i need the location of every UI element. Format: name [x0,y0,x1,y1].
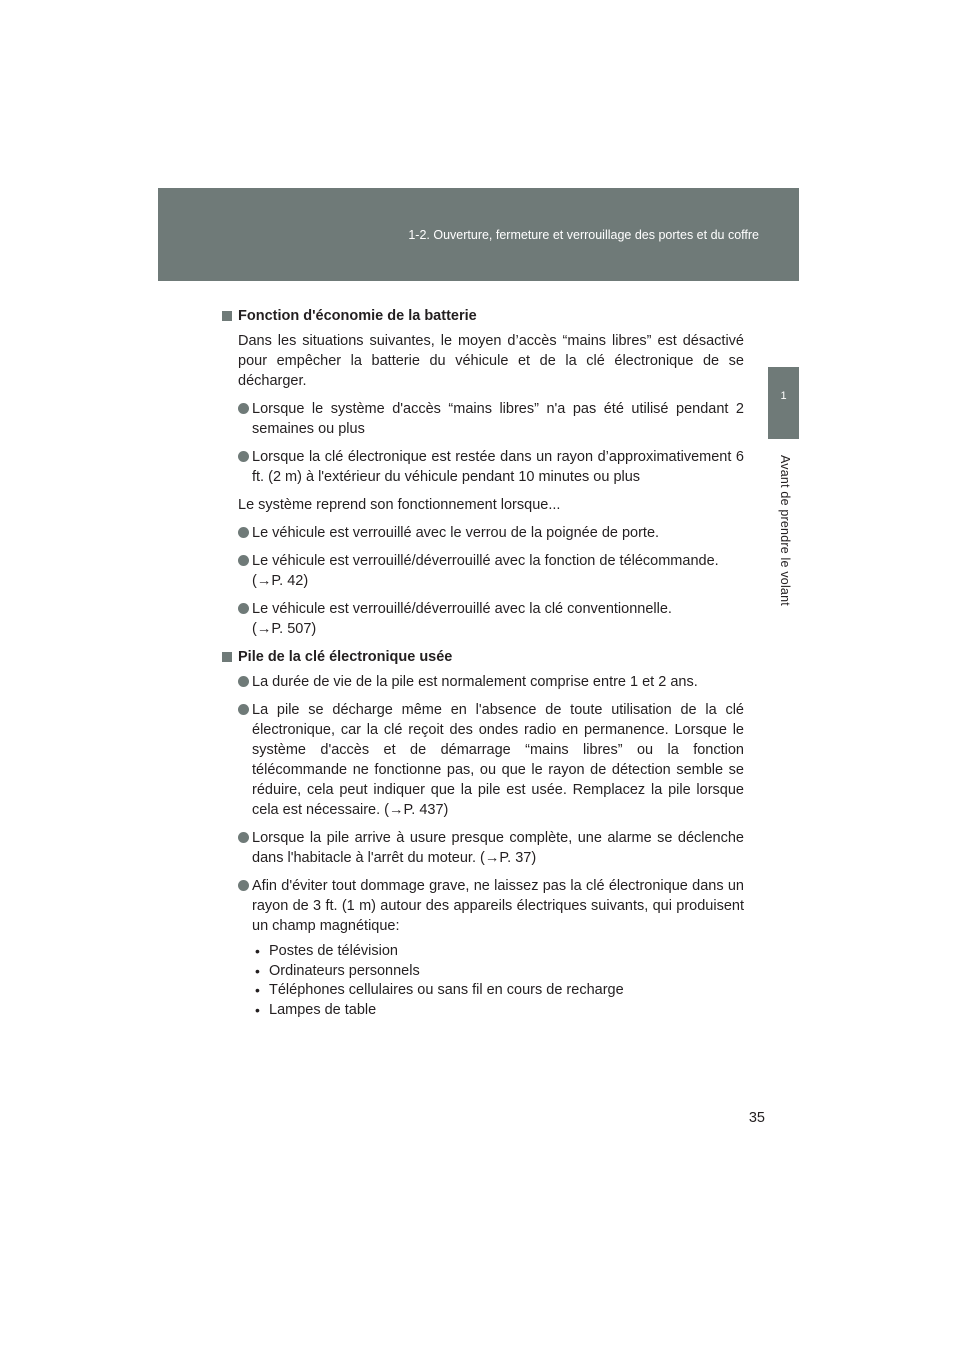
round-bullet-icon [238,603,249,614]
list-item [252,599,744,639]
list-item-text: Le véhicule est verrouillé/déverrouillé avec la clé conventionnelle. [252,601,672,617]
round-bullet-icon [238,676,249,687]
round-bullet-icon [238,832,249,843]
list-item-text: Afin d'éviter tout dommage grave, ne laissez pas la clé électronique dans un rayon de 3 ft. (1 m) autour des appareils électriques suivants, qui produisent un champ magnétique: [252,878,744,934]
round-bullet-icon [238,527,249,538]
chapter-number: 1 [780,390,787,402]
heading-text: Pile de la clé électronique usée [238,649,453,665]
square-bullet-icon [222,652,232,662]
device-text: Ordinateurs personnels [269,962,420,979]
intro-paragraph: Dans les situations suivantes, le moyen d’accès “mains libres” est désactivé pour empêcher la batterie du véhicule et de la clé électronique de se décharger. [238,333,744,389]
chapter-label: Avant de prendre le volant [778,455,792,606]
section-heading-battery-saving [222,306,744,326]
dot-bullet-icon: • [255,943,260,959]
chapter-tab [768,367,799,439]
page-reference: (→P. 507) [252,621,317,637]
device-item [252,1001,744,1021]
page-number: 35 [748,1110,765,1126]
dot-bullet-icon: • [255,982,260,998]
list-item [252,523,744,543]
list-item-text: Lorsque la pile arrive à usure presque complète, une alarme se déclenche dans l'habitacle à l'arrêt du moteur. (→P. 37) [252,830,744,866]
heading-text: Fonction d'économie de la batterie [238,308,477,324]
list-item-text: La durée de vie de la pile est normalement comprise entre 1 et 2 ans. [252,674,698,690]
round-bullet-icon [238,451,249,462]
page-content [222,306,744,1028]
device-list [252,942,744,1020]
list-item [252,672,744,692]
list-item-text: Lorsque le système d'accès “mains libres” n'a pas été utilisé pendant 2 semaines ou plus [252,401,744,437]
list-item [252,447,744,487]
device-text: Lampes de table [269,1001,377,1018]
device-text: Postes de télévision [269,943,398,959]
section-title: 1-2. Ouverture, fermeture et verrouillage des portes et du coffre [408,228,759,242]
device-text: Téléphones cellulaires ou sans fil en cours de recharge [269,982,624,998]
square-bullet-icon [222,311,232,321]
list-item-text: Lorsque la clé électronique est restée dans un rayon d’approximativement 6 ft. (2 m) à l'extérieur du véhicule pendant 10 minutes ou plus [252,449,744,485]
list-item [252,828,744,868]
list-item [252,399,744,439]
round-bullet-icon [238,704,249,715]
resume-paragraph: Le système reprend son fonctionnement lorsque... [238,497,561,513]
round-bullet-icon [238,555,249,566]
section-heading-battery-worn [222,647,744,667]
round-bullet-icon [238,880,249,891]
page-reference: (→P. 42) [252,573,309,589]
device-item [252,942,744,962]
list-item-text: Le véhicule est verrouillé avec le verrou de la poignée de porte. [252,525,660,541]
dot-bullet-icon: • [255,1001,260,1018]
list-item-text: Le véhicule est verrouillé/déverrouillé avec la fonction de télécommande. [252,553,719,569]
list-item [252,551,744,591]
dot-bullet-icon: • [255,962,260,979]
round-bullet-icon [238,403,249,414]
device-item [252,981,744,1001]
list-item [252,876,744,1020]
list-item-text: La pile se décharge même en l'absence de toute utilisation de la clé électronique, car la clé reçoit des ondes radio en permanence. Lorsque le système d'accès et de démarrage “mains libres” ou la fonction télécommande ne fonctionne pas, ou que le rayon de détection semble se réduire, cela peut indiquer que la pile est usée. Remplacez la pile lorsque cela est nécessaire. (→P. 437) [252,702,744,818]
list-item [252,700,744,820]
header-band [158,188,799,281]
device-item [252,962,744,982]
